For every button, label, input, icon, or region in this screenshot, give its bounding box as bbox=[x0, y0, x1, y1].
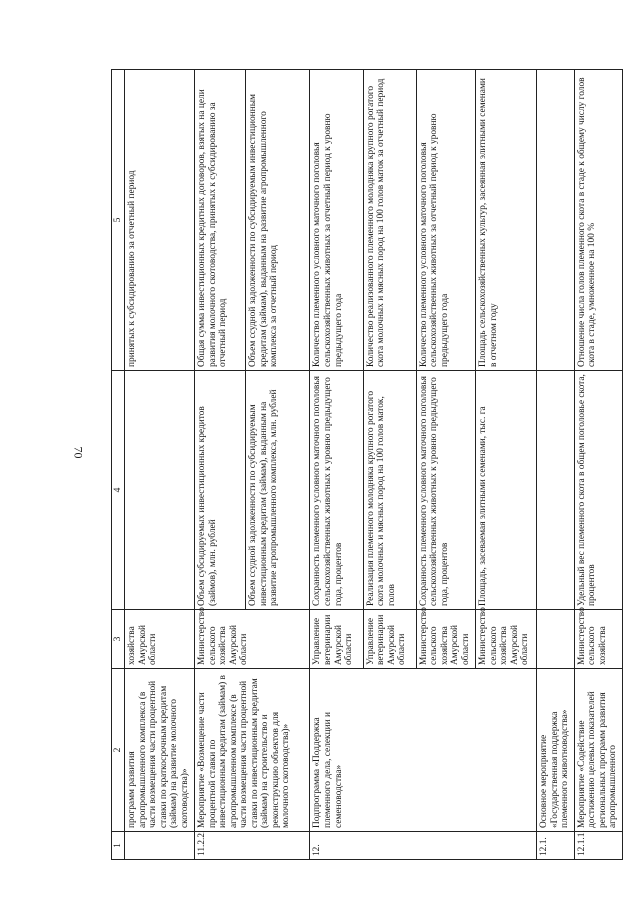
table-row bbox=[537, 70, 574, 860]
indicator-table bbox=[111, 69, 623, 860]
row-number: 11.2.2. bbox=[194, 832, 310, 860]
measure-cell: Основное мероприятие «Государственная поддержка племенного животноводства» bbox=[537, 669, 574, 832]
method-cell: Площадь сельскохозяйственных культур, засеянная элитными семенами в отчетном году bbox=[476, 70, 537, 371]
indicator-cell: Реализация племенного молодняка крупного рогатого скота молочных и мясных пород на 100 голов маток, голов bbox=[363, 371, 416, 610]
indicator-cell: Объем ссудной задолженности по субсидируемым инвестиционным кредитам (займам), выданным на развитие агропромышленного комплекса, млн. рублей bbox=[246, 371, 310, 610]
measure-cell: Мероприятие «Возмещение части процентной ставки по инвестиционным кредитам (займам) в агропромышленном комплексе (в части возмещения части процентной ставки по инвестиционным кредитам (займам) на строительство и реконструкцию объектов для молочного скотоводства)» bbox=[194, 669, 310, 832]
row-number: 12.1.1. bbox=[574, 832, 622, 860]
indicator-cell bbox=[537, 371, 574, 610]
method-cell: Количество племенного условного маточного поголовья сельскохозяйственных животных за отчетный период к уровню предыдущего года bbox=[310, 70, 363, 371]
indicator-cell: Объем субсидируемых инвестиционных кредитов (займов), млн. рублей bbox=[194, 371, 245, 610]
indicator-cell bbox=[125, 371, 195, 610]
method-cell: Количество племенного условного маточного поголовья сельскохозяйственных животных за отчетный период к уровню предыдущего года bbox=[416, 70, 475, 371]
executor-cell: Управление ветеринарии Амурской области bbox=[363, 610, 416, 669]
column-number: 2 bbox=[112, 669, 125, 832]
executor-cell: Управление ветеринарии Амурской области bbox=[310, 610, 363, 669]
table-row bbox=[310, 70, 363, 860]
executor-cell: Министерство сельского хозяйства bbox=[574, 610, 622, 669]
row-number: 12.1. bbox=[537, 832, 574, 860]
method-cell bbox=[537, 70, 574, 371]
column-number: 5 bbox=[112, 70, 125, 371]
method-cell: Количество реализованного племенного молодняка крупного рогатого скота молочных и мясных пород на 100 голов маток за отчетный период bbox=[363, 70, 416, 371]
executor-cell: Министерство сельского хозяйства Амурской области bbox=[416, 610, 475, 669]
indicator-cell: Площадь, засеваемая элитными семенами, тыс. га bbox=[476, 371, 537, 610]
page-number: 70 bbox=[71, 446, 86, 459]
executor-cell: хозяйства Амурской области bbox=[125, 610, 195, 669]
column-number: 3 bbox=[112, 610, 125, 669]
method-cell: Отношение числа голов племенного скота в стаде к общему числу голов скота в стаде, умноженное на 100 % bbox=[574, 70, 622, 371]
indicator-cell: Удельный вес племенного скота в общем поголовье скота, процентов bbox=[574, 371, 622, 610]
measure-cell: программ развития агропромышленного комплекса (в части возмещения части процентной ставки по краткосрочным кредитам (займам) на развитие молочного скотоводства)» bbox=[125, 669, 195, 832]
method-cell: Объем ссудной задолженности по субсидируемым инвестиционным кредитам (займам), выданным на развитие агропромышленного комплекса за отчетный период bbox=[246, 70, 310, 371]
table-row bbox=[574, 70, 622, 860]
executor-cell: Министерство сельского хозяйства Амурской области bbox=[194, 610, 310, 669]
indicator-cell: Сохранность племенного условного маточного поголовья сельскохозяйственных животных к уровню предыдущего года, процентов bbox=[416, 371, 475, 610]
method-cell: принятых к субсидированию за отчетный период bbox=[125, 70, 195, 371]
column-number: 4 bbox=[112, 371, 125, 610]
table-row bbox=[125, 70, 195, 860]
indicator-cell: Сохранность племенного условного маточного поголовья сельскохозяйственных животных к уровню предыдущего года, процентов bbox=[310, 371, 363, 610]
measure-cell: Подпрограмма «Поддержка племенного дела, селекции и семеноводства» bbox=[310, 669, 537, 832]
table-row bbox=[194, 70, 245, 860]
column-number-row bbox=[112, 70, 125, 860]
executor-cell bbox=[537, 610, 574, 669]
executor-cell: Министерство сельского хозяйства Амурской области bbox=[476, 610, 537, 669]
row-number: 12. bbox=[310, 832, 537, 860]
column-number: 1 bbox=[112, 832, 125, 860]
rotated-page bbox=[111, 70, 623, 860]
measure-cell: Мероприятие «Содействие достижению целевых показателей региональных программ развития агропромышленного bbox=[574, 669, 622, 832]
method-cell: Общая сумма инвестиционных кредитных договоров, взятых на цели развития молочного скотоводства, принятых к субсидированию за отчетный период bbox=[194, 70, 245, 371]
row-number bbox=[125, 832, 195, 860]
